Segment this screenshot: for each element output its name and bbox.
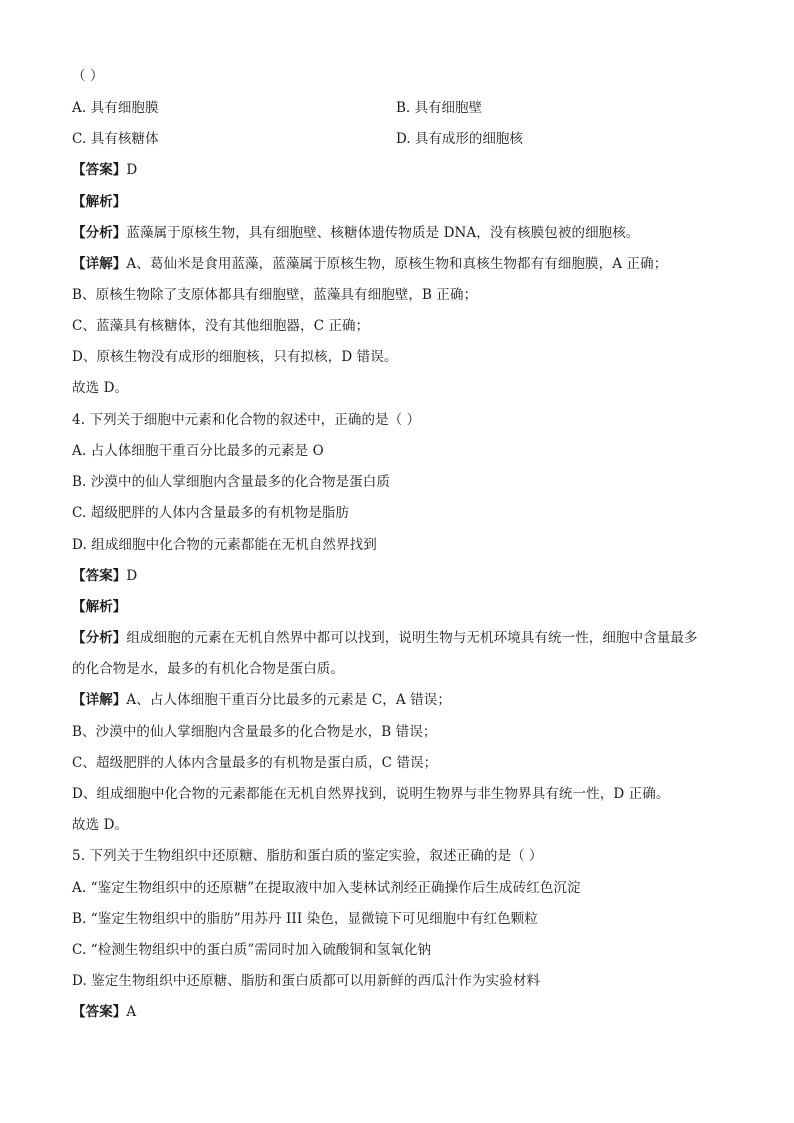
q3-xiangjie	[72, 254, 667, 274]
q5-stem: 5. 下列关于生物组织中还原糖、脂肪和蛋白质的鉴定实验，叙述正确的是（ ）	[72, 848, 543, 864]
q3-fenxi	[72, 223, 639, 243]
q5-option-d: D. 鉴定生物组织中还原糖、脂肪和蛋白质都可以用新鲜的西瓜汁作为实验材料	[72, 973, 541, 989]
q3-explain-b: B、原核生物除了支原体都具有细胞壁，蓝藻具有细胞壁，B 正确；	[72, 287, 478, 303]
answer-tag: 【答案】	[72, 162, 127, 178]
xiangjie-tag: 【详解】	[72, 256, 127, 272]
q4-option-d: D. 组成细胞中化合物的元素都能在无机自然界找到	[72, 537, 377, 553]
q5-option-a: A. “鉴定生物组织中的还原糖”在提取液中加入斐林试剂经正确操作后生成砖红色沉淀	[72, 880, 581, 896]
q4-explain-d: D、组成细胞中化合物的元素都能在无机自然界找到，说明生物界与非生物界具有统一性，D 正确。	[72, 786, 670, 802]
q3-option-d: D. 具有成形的细胞核	[396, 131, 523, 147]
q3-answer	[72, 160, 137, 180]
q5-option-c: C. “检测生物组织中的蛋白质”需同时加入硫酸铜和氢氧化钠	[72, 942, 432, 958]
answer-value: D	[126, 568, 138, 584]
q4-option-b: B. 沙漠中的仙人掌细胞内含量最多的化合物是蛋白质	[72, 474, 391, 490]
xiangjie-text: A、占人体细胞干重百分比最多的元素是 C，A 错误；	[126, 692, 451, 708]
q4-choose: 故选 D。	[72, 817, 129, 833]
q3-option-b: B. 具有细胞壁	[396, 100, 483, 116]
q3-analysis-heading: 【解析】	[72, 194, 127, 210]
q3-explain-d: D、原核生物没有成形的细胞核，只有拟核，D 错误。	[72, 349, 398, 365]
q5-answer	[72, 1002, 136, 1022]
q4-option-a: A. 占人体细胞干重百分比最多的元素是 O	[72, 443, 324, 459]
q3-blank-paren: （ ）	[72, 68, 104, 84]
q4-answer	[72, 566, 137, 586]
q4-stem: 4. 下列关于细胞中元素和化合物的叙述中，正确的是（ ）	[72, 412, 421, 428]
q4-xiangjie	[72, 690, 451, 710]
answer-tag: 【答案】	[72, 568, 127, 584]
q4-fenxi	[72, 628, 698, 648]
fenxi-text: 组成细胞的元素在无机自然界中都可以找到，说明生物与无机环境具有统一性，细胞中含量最多	[126, 630, 698, 646]
xiangjie-tag: 【详解】	[72, 692, 127, 708]
q4-explain-b: B、沙漠中的仙人掌细胞内含量最多的化合物是水，B 错误；	[72, 724, 437, 740]
q3-option-c: C. 具有核糖体	[72, 131, 159, 147]
q4-option-c: C. 超级肥胖的人体内含量最多的有机物是脂肪	[72, 505, 350, 521]
answer-value: A	[126, 1004, 137, 1020]
q3-option-a: A. 具有细胞膜	[72, 100, 159, 116]
answer-tag: 【答案】	[72, 1004, 127, 1020]
q3-choose: 故选 D。	[72, 380, 129, 396]
fenxi-text: 蓝藻属于原核生物，具有细胞壁、核糖体遗传物质是 DNA，没有核膜包被的细胞核。	[126, 225, 640, 241]
q5-option-b: B. “鉴定生物组织中的脂肪”用苏丹 III 染色，显微镜下可见细胞中有红色颗粒	[72, 911, 538, 927]
q4-analysis-heading: 【解析】	[72, 599, 127, 615]
xiangjie-text: A、葛仙米是食用蓝藻，蓝藻属于原核生物，原核生物和真核生物都有有细胞膜，A 正确；	[126, 256, 668, 272]
q3-explain-c: C、蓝藻具有核糖体，没有其他细胞器，C 正确；	[72, 318, 370, 334]
q4-fenxi-cont: 的化合物是水，最多的有机化合物是蛋白质。	[72, 661, 344, 677]
q4-explain-c: C、超级肥胖的人体内含量最多的有机物是蛋白质，C 错误；	[72, 755, 438, 771]
fenxi-tag: 【分析】	[72, 630, 127, 646]
fenxi-tag: 【分析】	[72, 225, 127, 241]
answer-value: D	[126, 162, 138, 178]
